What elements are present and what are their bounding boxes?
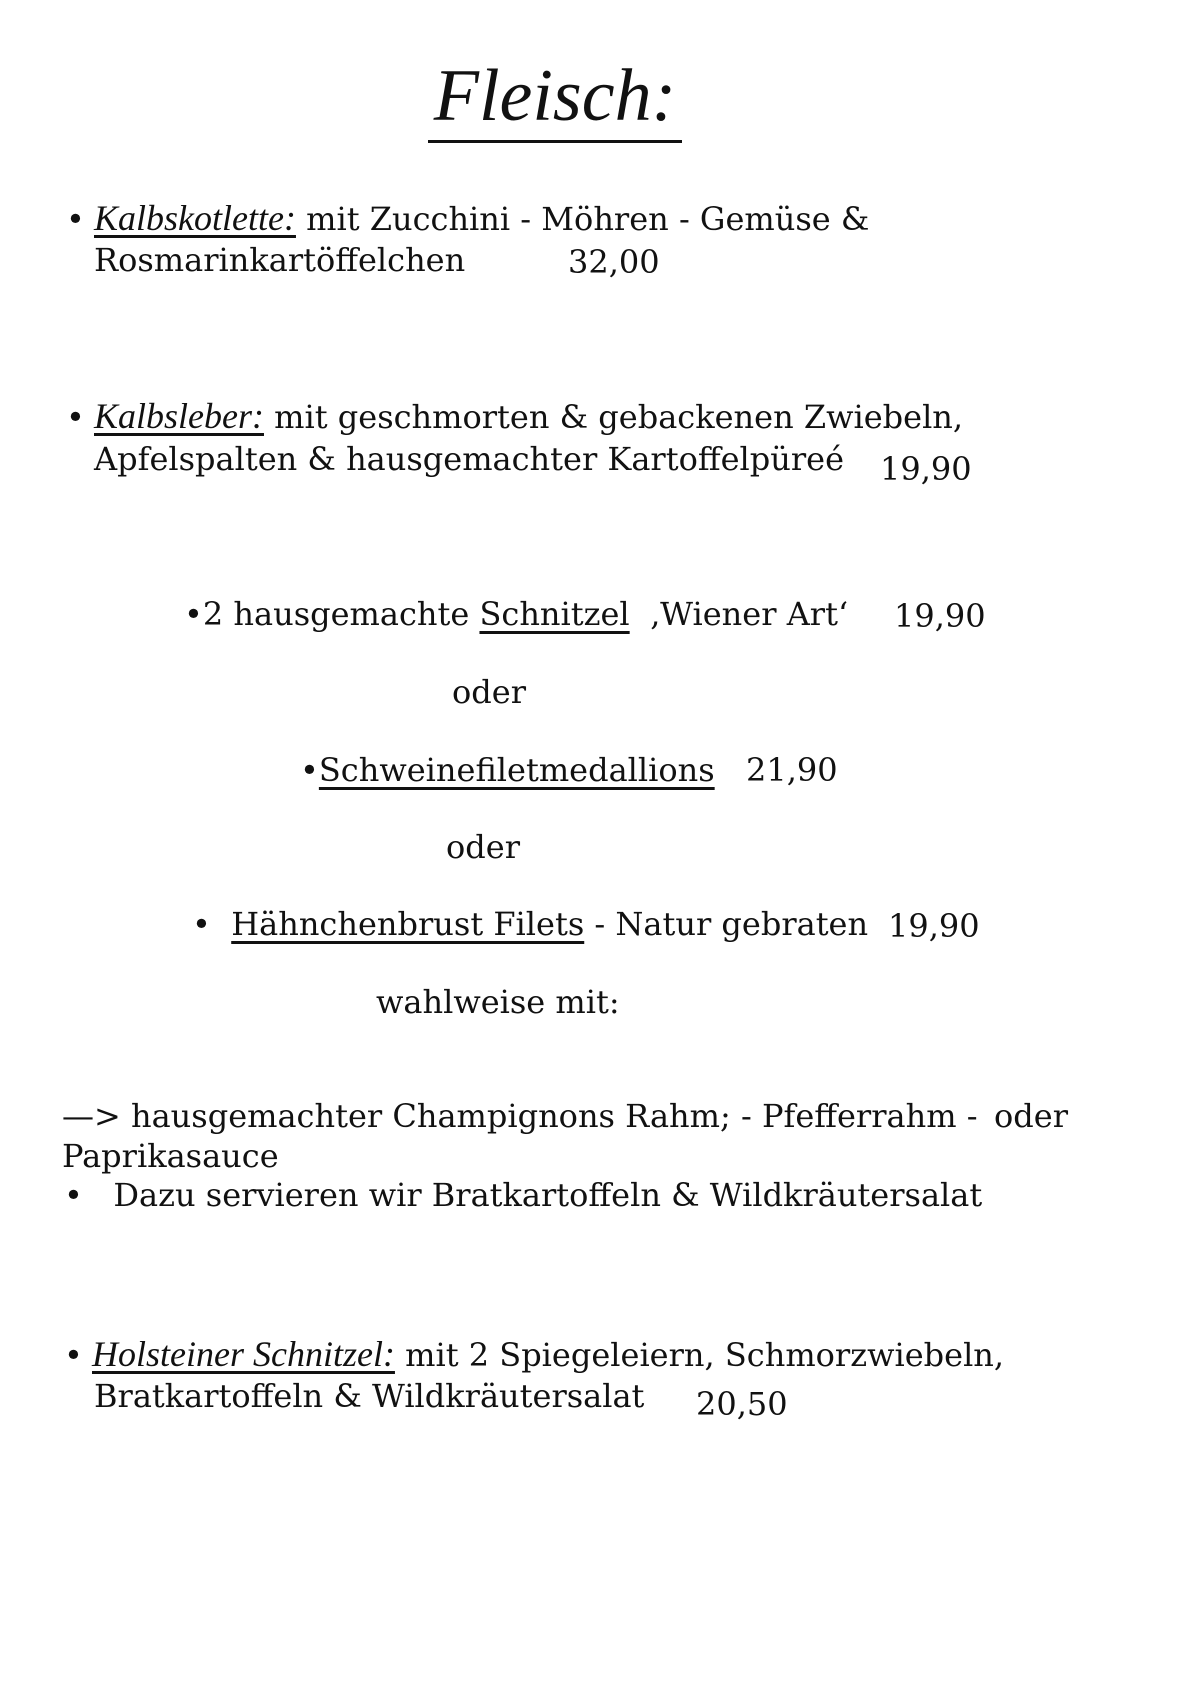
menu-item-medallions xyxy=(300,748,715,792)
bullet-icon: • xyxy=(192,905,211,943)
dish-price: 32,00 xyxy=(568,243,660,281)
dish-description: mit 2 Spiegeleiern, Schmorzwiebeln, xyxy=(405,1336,1005,1374)
sauce-options-line2: Paprikasauce xyxy=(62,1137,279,1175)
sauce-options: —> hausgemachter Champignons Rahm; - Pfefferrahm - xyxy=(62,1097,978,1135)
menu-item-chicken xyxy=(192,902,868,946)
menu-item-kalbskotlette xyxy=(66,196,869,241)
dish-description: mit Zucchini - Möhren - Gemüse & xyxy=(306,200,870,238)
bullet-icon: • xyxy=(184,595,203,633)
menu-item-holsteiner xyxy=(64,1332,1004,1377)
medallions-price: 21,90 xyxy=(746,751,838,789)
oder-text-2: oder xyxy=(446,828,520,866)
page-title: Fleisch: xyxy=(428,56,682,143)
menu-item-schnitzel xyxy=(184,592,630,636)
page-title-block xyxy=(0,56,1190,143)
chicken-name: Hähnchenbrust Filets xyxy=(231,905,585,943)
menu-item-kalbsleber xyxy=(66,394,963,439)
wahlweise-text: wahlweise mit: xyxy=(376,983,620,1021)
medallions-name: Schweinefiletmedallions xyxy=(318,751,715,789)
schnitzel-prefix: 2 hausgemachte xyxy=(202,595,470,633)
chicken-price: 19,90 xyxy=(888,907,980,945)
dish-description-line2: Bratkartoffeln & Wildkräutersalat xyxy=(94,1377,645,1415)
dish-description-line2: Rosmarinkartöffelchen xyxy=(94,241,466,279)
dish-price: 20,50 xyxy=(696,1385,788,1423)
oder-text-1: oder xyxy=(452,673,526,711)
dish-price: 19,90 xyxy=(880,450,972,488)
dish-name: Holsteiner Schnitzel: xyxy=(92,1334,395,1374)
side-dishes xyxy=(64,1173,982,1217)
schnitzel-name: Schnitzel xyxy=(479,595,630,633)
schnitzel-style: ‚Wiener Art‘ xyxy=(650,595,849,633)
dish-description: mit geschmorten & gebackenen Zwiebeln, xyxy=(274,398,964,436)
bullet-icon: • xyxy=(66,398,85,436)
chicken-description: - Natur gebraten xyxy=(594,905,869,943)
bullet-icon: • xyxy=(66,200,85,238)
dish-name: Kalbskotlette: xyxy=(94,198,296,238)
bullet-icon: • xyxy=(300,751,319,789)
bullet-icon: • xyxy=(64,1176,83,1214)
dish-name: Kalbsleber: xyxy=(94,396,264,436)
schnitzel-price: 19,90 xyxy=(894,597,986,635)
sauce-oder: oder xyxy=(994,1097,1068,1135)
dish-description-line2: Apfelspalten & hausgemachter Kartoffelpüreé xyxy=(94,440,844,478)
side-dishes-text: Dazu servieren wir Bratkartoffeln & Wildkräutersalat xyxy=(113,1176,983,1214)
bullet-icon: • xyxy=(64,1336,83,1374)
